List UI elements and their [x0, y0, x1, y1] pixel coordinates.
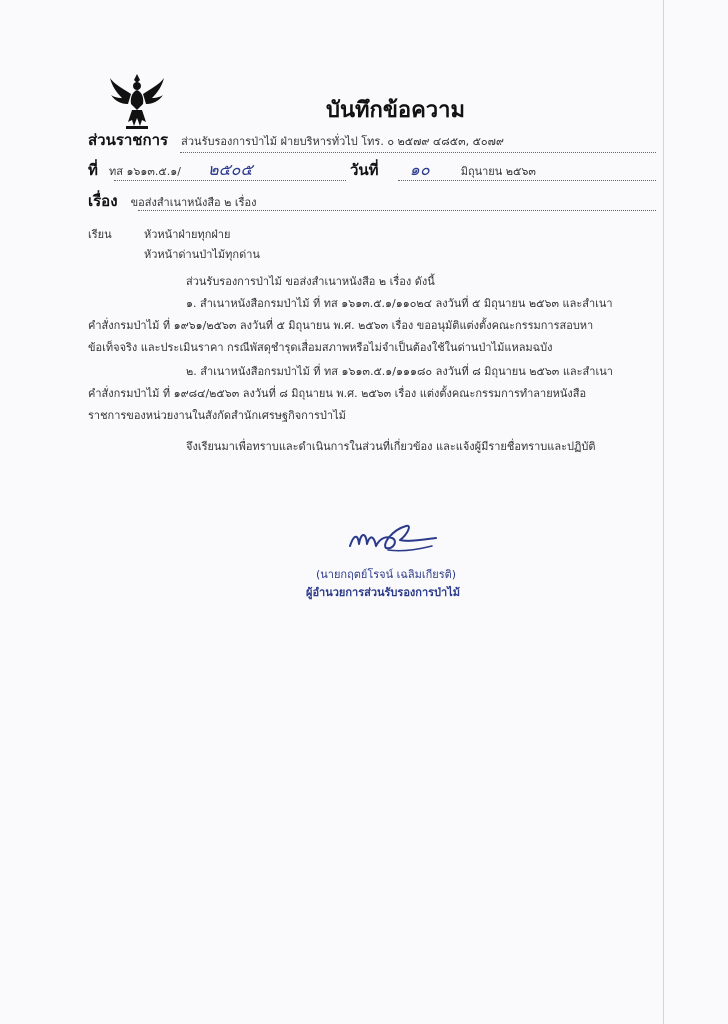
agency-value: ส่วนรับรองการป่าไม้ ฝ่ายบริหารทั่วไป โทร. ๐ ๒๕๗๙ ๔๘๕๓, ๕๐๗๙ [181, 135, 504, 148]
subject-value: ขอส่งสำเนาหนังสือ ๒ เรื่อง [130, 196, 257, 209]
reference-value: ทส ๑๖๑๓.๕.๑/ [108, 165, 181, 178]
garuda-emblem-icon [108, 70, 166, 132]
agency-row [88, 128, 504, 152]
date-label: วันที่ [350, 161, 379, 179]
date-value: มิถุนายน ๒๕๖๓ [460, 165, 536, 178]
reference-dotline [114, 180, 346, 181]
item1-line-3: ข้อเท็จจริง และประเมินราคา กรณีพัสดุชำรุดเสื่อมสภาพหรือไม่จำเป็นต้องใช้ในด่านป่าไม้แหลมฉบัง [88, 341, 553, 354]
salutation-label: เรียน [88, 228, 112, 241]
body-intro: ส่วนรับรองการป่าไม้ ขอส่งสำเนาหนังสือ ๒ เรื่อง ดังนี้ [186, 275, 435, 288]
signature-image [346, 520, 440, 556]
reference-number-handwritten: ๒๕๐๕ [208, 160, 253, 179]
date-day-handwritten: ๑๐ [409, 160, 430, 179]
agency-label: ส่วนราชการ [88, 131, 169, 149]
memo-title: บันทึกข้อความ [326, 98, 466, 123]
subject-dotline [138, 210, 656, 211]
reference-label: ที่ [88, 161, 98, 179]
date-dotline [398, 180, 656, 181]
signer-name: (นายกฤตย์โรจน์ เฉลิมเกียรติ) [316, 568, 457, 581]
signer-position: ผู้อำนวยการส่วนรับรองการป่าไม้ [306, 586, 460, 599]
item1-line-2: คำสั่งกรมป่าไม้ ที่ ๑๙๖๑/๒๕๖๓ ลงวันที่ ๕ มิถุนายน พ.ศ. ๒๕๖๓ เรื่อง ขออนุมัติแต่งตั้งคณะกรรมการสอบหา [88, 319, 594, 332]
salutation-line-1: หัวหน้าฝ่ายทุกฝ่าย [144, 228, 231, 241]
salutation-line-2: หัวหน้าด่านป่าไม้ทุกด่าน [144, 248, 260, 261]
body-closing: จึงเรียนมาเพื่อทราบและดำเนินการในส่วนที่เกี่ยวข้อง และแจ้งผู้มีรายชื่อทราบและปฏิบัติ [186, 440, 596, 453]
item2-line-1: ๒. สำเนาหนังสือกรมป่าไม้ ที่ ทส ๑๖๑๓.๕.๑/๑๑๑๘๐ ลงวันที่ ๘ มิถุนายน ๒๕๖๓ และสำเนา [186, 365, 613, 378]
agency-dotline [180, 152, 656, 153]
item1-line-1: ๑. สำเนาหนังสือกรมป่าไม้ ที่ ทส ๑๖๑๓.๕.๑/๑๑๐๒๔ ลงวันที่ ๕ มิถุนายน ๒๕๖๓ และสำเนา [186, 297, 613, 310]
item2-line-3: ราชการของหน่วยงานในสังกัดสำนักเศรษฐกิจการป่าไม้ [88, 409, 346, 422]
page-edge-line [663, 0, 664, 1024]
item2-line-2: คำสั่งกรมป่าไม้ ที่ ๑๙๘๔/๒๕๖๓ ลงวันที่ ๘ มิถุนายน พ.ศ. ๒๕๖๓ เรื่อง แต่งตั้งคณะกรรมการทำลายหนังสือ [88, 387, 587, 400]
subject-label: เรื่อง [88, 192, 118, 210]
